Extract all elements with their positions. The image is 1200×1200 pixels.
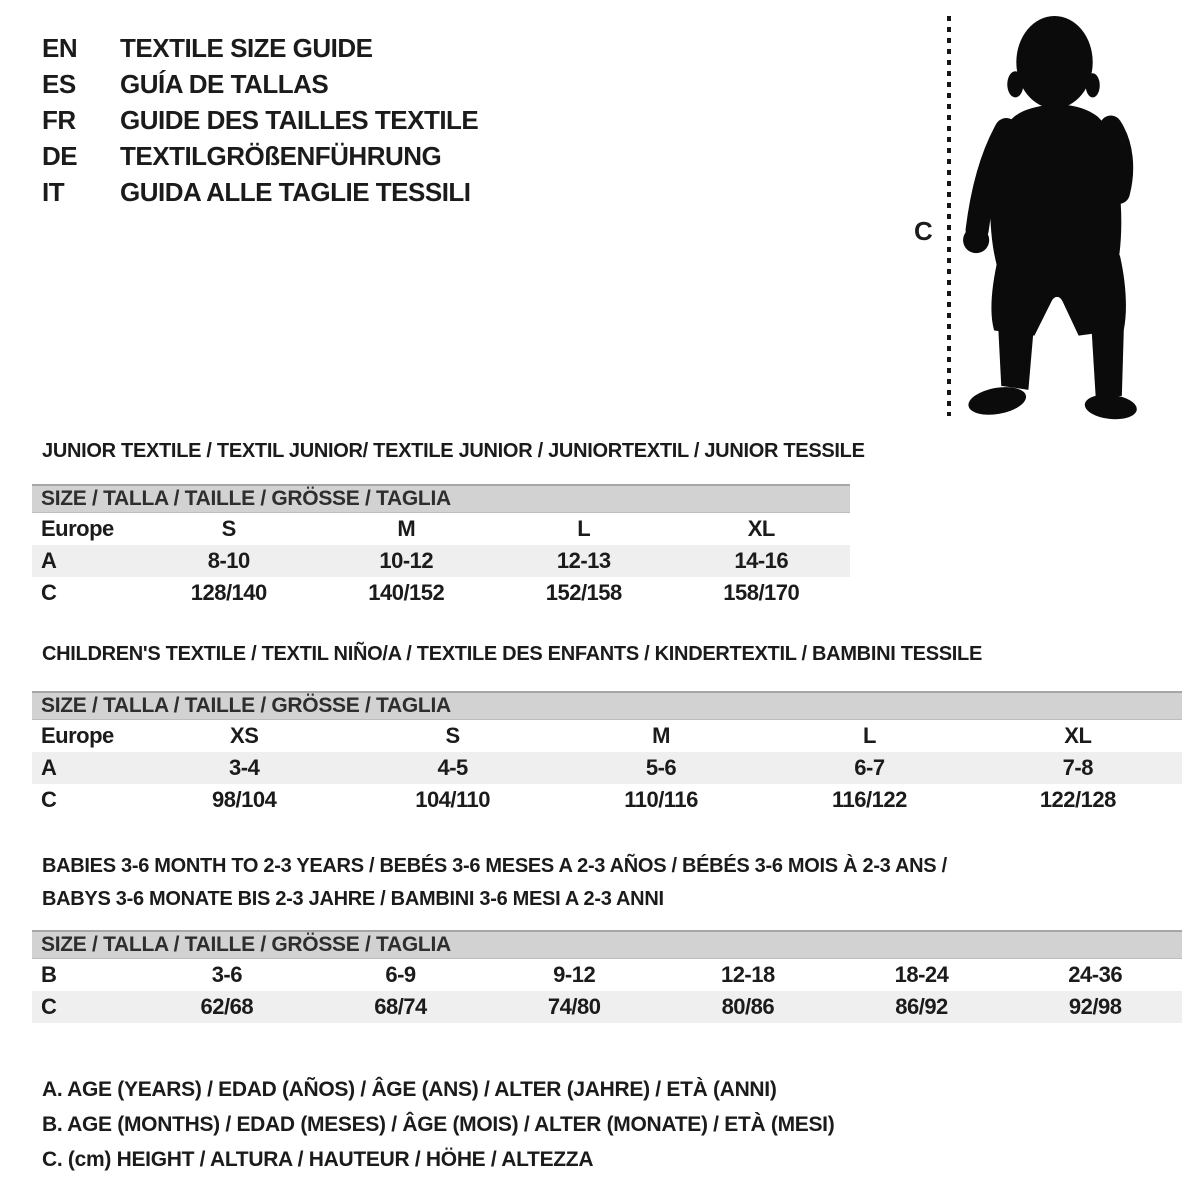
section-title-babies	[42, 850, 947, 916]
size-table-row	[32, 991, 1182, 1023]
section-title-line2: BABYS 3-6 MONATE BIS 2-3 JAHRE / BAMBINI 3-6 MESI A 2-3 ANNI	[42, 888, 664, 910]
silhouette-head	[1016, 16, 1092, 108]
size-cell: S	[445, 723, 460, 748]
silhouette-foot-right	[1084, 392, 1138, 420]
size-cell: 12-18	[720, 962, 775, 987]
size-cell: 3-6	[211, 962, 242, 987]
language-code: DE	[42, 141, 78, 171]
size-table-row	[32, 545, 850, 577]
section-title-junior: JUNIOR TEXTILE / TEXTIL JUNIOR/ TEXTILE JUNIOR / JUNIORTEXTIL / JUNIOR TESSILE	[42, 440, 865, 462]
size-table-header: SIZE / TALLA / TAILLE / GRÖSSE / TAGLIA	[32, 484, 850, 513]
size-cell: 18-24	[894, 962, 949, 987]
row-label: Europe	[41, 516, 114, 541]
size-cell: 10-12	[379, 548, 434, 573]
silhouette-shorts	[991, 255, 1126, 335]
size-cell: L	[577, 516, 591, 541]
language-code: EN	[42, 33, 78, 63]
silhouette-leg-left	[998, 328, 1033, 390]
legend	[42, 1072, 834, 1177]
size-table-row	[32, 577, 850, 609]
size-cell: 80/86	[721, 994, 775, 1019]
silhouette-ear-left	[1007, 71, 1023, 97]
language-code: IT	[42, 177, 65, 207]
size-table-junior	[32, 484, 850, 609]
size-cell: S	[221, 516, 236, 541]
language-title: TEXTILGRÖßENFÜHRUNG	[120, 141, 442, 171]
legend-line-a: A. AGE (YEARS) / EDAD (AÑOS) / ÂGE (ANS) / ALTER (JAHRE) / ETÀ (ANNI)	[42, 1078, 777, 1101]
size-table-row	[32, 784, 1182, 816]
silhouette-ear-right	[1086, 73, 1100, 97]
size-table-body	[32, 513, 850, 609]
size-cell: 74/80	[547, 994, 601, 1019]
size-cell: 7-8	[1062, 755, 1093, 780]
size-cell: XS	[230, 723, 259, 748]
row-label: A	[41, 755, 57, 780]
row-label: Europe	[41, 723, 114, 748]
size-cell: 8-10	[207, 548, 250, 573]
size-table-children	[32, 691, 1182, 816]
size-cell: 3-4	[229, 755, 260, 780]
size-cell: 116/122	[832, 787, 907, 812]
silhouette-leg-right	[1092, 328, 1124, 398]
language-row	[42, 138, 478, 174]
language-code: FR	[42, 105, 76, 135]
size-table-header: SIZE / TALLA / TAILLE / GRÖSSE / TAGLIA	[32, 930, 1182, 959]
legend-line-b: B. AGE (MONTHS) / EDAD (MESES) / ÂGE (MOIS) / ALTER (MONATE) / ETÀ (MESI)	[42, 1113, 835, 1136]
language-row	[42, 102, 478, 138]
silhouette-arm-right	[1111, 127, 1122, 193]
silhouette-fist-left	[963, 227, 989, 253]
size-cell: 152/158	[545, 580, 622, 605]
size-cell: 68/74	[374, 994, 427, 1019]
row-label: B	[41, 962, 57, 987]
toddler-silhouette	[963, 14, 1138, 420]
size-cell: L	[862, 723, 876, 748]
size-cell: 92/98	[1068, 994, 1122, 1019]
size-cell: XL	[747, 516, 775, 541]
height-label: C	[914, 216, 933, 246]
language-title: GUÍA DE TALLAS	[120, 69, 329, 99]
height-dashed-line	[947, 16, 951, 416]
size-table-row	[32, 720, 1182, 752]
row-label: C	[41, 580, 57, 605]
language-row	[42, 30, 478, 66]
size-cell: 62/68	[200, 994, 254, 1019]
silhouette-fist-right	[1086, 186, 1112, 212]
size-table-row	[32, 513, 850, 545]
size-table-body	[32, 959, 1182, 1023]
section-title-line1: BABIES 3-6 MONTH TO 2-3 YEARS / BEBÉS 3-6 MESES A 2-3 AÑOS / BÉBÉS 3-6 MOIS À 2-3 ANS /	[42, 855, 947, 877]
language-title: GUIDE DES TAILLES TEXTILE	[120, 105, 479, 135]
row-label: C	[41, 787, 57, 812]
language-title: GUIDA ALLE TAGLIE TESSILI	[120, 177, 471, 207]
language-title: TEXTILE SIZE GUIDE	[120, 33, 373, 63]
language-row	[42, 174, 478, 210]
size-cell: 4-5	[437, 755, 468, 780]
size-cell: 128/140	[190, 580, 267, 605]
size-cell: 110/116	[624, 787, 698, 812]
size-table-header: SIZE / TALLA / TAILLE / GRÖSSE / TAGLIA	[32, 691, 1182, 720]
size-cell: 5-6	[645, 755, 677, 780]
size-cell: M	[397, 516, 416, 541]
size-cell: 24-36	[1068, 962, 1123, 987]
row-label: A	[41, 548, 57, 573]
size-cell: 86/92	[895, 994, 948, 1019]
size-cell: 14-16	[734, 548, 789, 573]
language-list	[42, 30, 478, 210]
size-cell: 98/104	[212, 787, 277, 812]
size-cell: XL	[1064, 723, 1092, 748]
size-cell: M	[652, 723, 670, 748]
size-cell: 9-12	[553, 962, 596, 987]
size-cell: 104/110	[415, 787, 491, 812]
size-cell: 12-13	[556, 548, 611, 573]
size-cell: 6-9	[385, 962, 416, 987]
size-table-row	[32, 959, 1182, 991]
row-label: C	[41, 994, 57, 1019]
size-cell: 140/152	[368, 580, 445, 605]
size-table-row	[32, 752, 1182, 784]
size-table-babies	[32, 930, 1182, 1023]
section-title-children: CHILDREN'S TEXTILE / TEXTIL NIÑO/A / TEXTILE DES ENFANTS / KINDERTEXTIL / BAMBINI TESSILE	[42, 643, 982, 665]
size-cell: 6-7	[854, 755, 885, 780]
language-code: ES	[42, 69, 76, 99]
size-cell: 158/170	[723, 580, 800, 605]
language-row	[42, 66, 478, 102]
size-cell: 122/128	[1039, 787, 1116, 812]
size-table-body	[32, 720, 1182, 816]
legend-line-c: C. (cm) HEIGHT / ALTURA / HAUTEUR / HÖHE / ALTEZZA	[42, 1148, 594, 1171]
